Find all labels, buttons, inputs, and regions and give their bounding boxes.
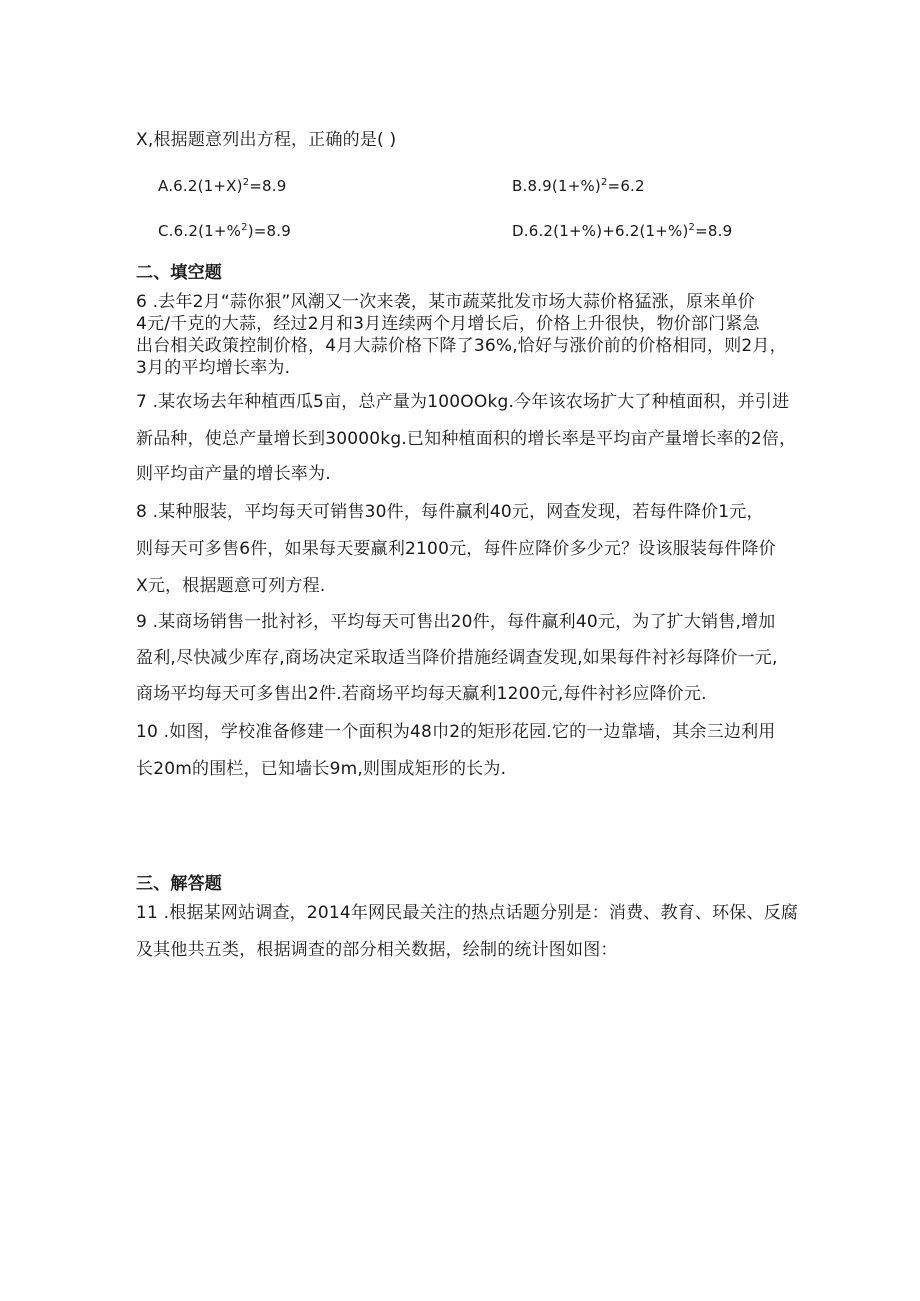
question-7-line-3: 则平均亩产量的增长率为. <box>136 464 331 484</box>
question-11-line-2: 及其他共五类，根据调查的部分相关数据，绘制的统计图如图： <box>136 940 618 960</box>
question-6-line-3: 出台相关政策控制价格，4月大蒜价格下降了36%,恰好与涨价前的价格相同，则2月， <box>136 336 787 356</box>
option-a-rhs: =8.9 <box>249 177 287 195</box>
option-c <box>158 220 291 242</box>
question-9-line-3: 商场平均每天可多售出2件.若商场平均每天赢利1200元,每件衬衫应降价元. <box>136 684 707 704</box>
option-c-main: C.6.2(1+% <box>158 222 242 240</box>
section-heading-fill-blank: 二、填空题 <box>136 263 222 283</box>
option-d-exponent: 2 <box>688 222 696 233</box>
question-6-line-1: 6 .去年2月“蒜你狠”风潮又一次来袭，某市蔬菜批发市场大蒜价格猛涨，原来单价 <box>136 292 755 312</box>
question-11-line-1: 11 .根据某网站调查，2014年网民最关注的热点话题分别是：消费、教育、环保、反腐 <box>136 903 799 923</box>
question-9-line-2: 盈利,尽快减少库存,商场决定采取适当降价措施经调查发现,如果每件衬衫每降价一元, <box>136 648 778 668</box>
option-b-exponent: 2 <box>600 177 608 188</box>
section-heading-answer: 三、解答题 <box>136 874 222 894</box>
option-c-exponent: 2 <box>241 222 248 233</box>
question-10-line-2: 长20m的围栏，已知墙长9m,则围成矩形的长为. <box>136 759 507 779</box>
question-6-line-4: 3月的平均增长率为. <box>136 358 291 378</box>
option-a-exponent: 2 <box>242 177 250 188</box>
question-8-line-1: 8 .某种服装，平均每天可销售30件，每件赢利40元，网查发现，若每件降价1元， <box>136 502 764 522</box>
question-9-line-1: 9 .某商场销售一批衬衫，平均每天可售出20件，每件赢利40元，为了扩大销售,增加 <box>136 612 776 632</box>
question-7-line-1: 7 .某农场去年种植西瓜5亩，总产量为100OOkg.今年该农场扩大了种植面积，并引进 <box>136 392 790 412</box>
option-c-rhs: )=8.9 <box>247 222 291 240</box>
option-a <box>158 175 287 197</box>
option-d-main: D.6.2(1+%)+6.2(1+%) <box>512 222 689 240</box>
question-7-line-2: 新品种，使总产量增长到30000kg.已知种植面积的增长率是平均亩产量增长率的2倍， <box>136 429 797 449</box>
option-a-main: A.6.2(1+X) <box>158 177 243 195</box>
question-6-line-2: 4元/千克的大蒜，经过2月和3月连续两个月增长后，价格上升很快，物价部门紧急 <box>136 314 760 334</box>
option-d <box>512 220 732 242</box>
option-b-rhs: =6.2 <box>607 177 645 195</box>
option-d-rhs: =8.9 <box>695 222 733 240</box>
question-8-line-2: 则每天可多售6件，如果每天要赢利2100元，每件应降价多少元？设该服装每件降价 <box>136 539 776 559</box>
question-8-line-3: X元，根据题意可列方程. <box>136 576 326 596</box>
option-b <box>512 175 645 197</box>
option-b-main: B.8.9(1+%) <box>512 177 601 195</box>
question-10-line-1: 10 .如图，学校准备修建一个面积为48巾2的矩形花园.它的一边靠墙，其余三边利用 <box>136 722 776 742</box>
question-intro: X,根据题意列出方程，正确的是( ) <box>136 130 397 150</box>
